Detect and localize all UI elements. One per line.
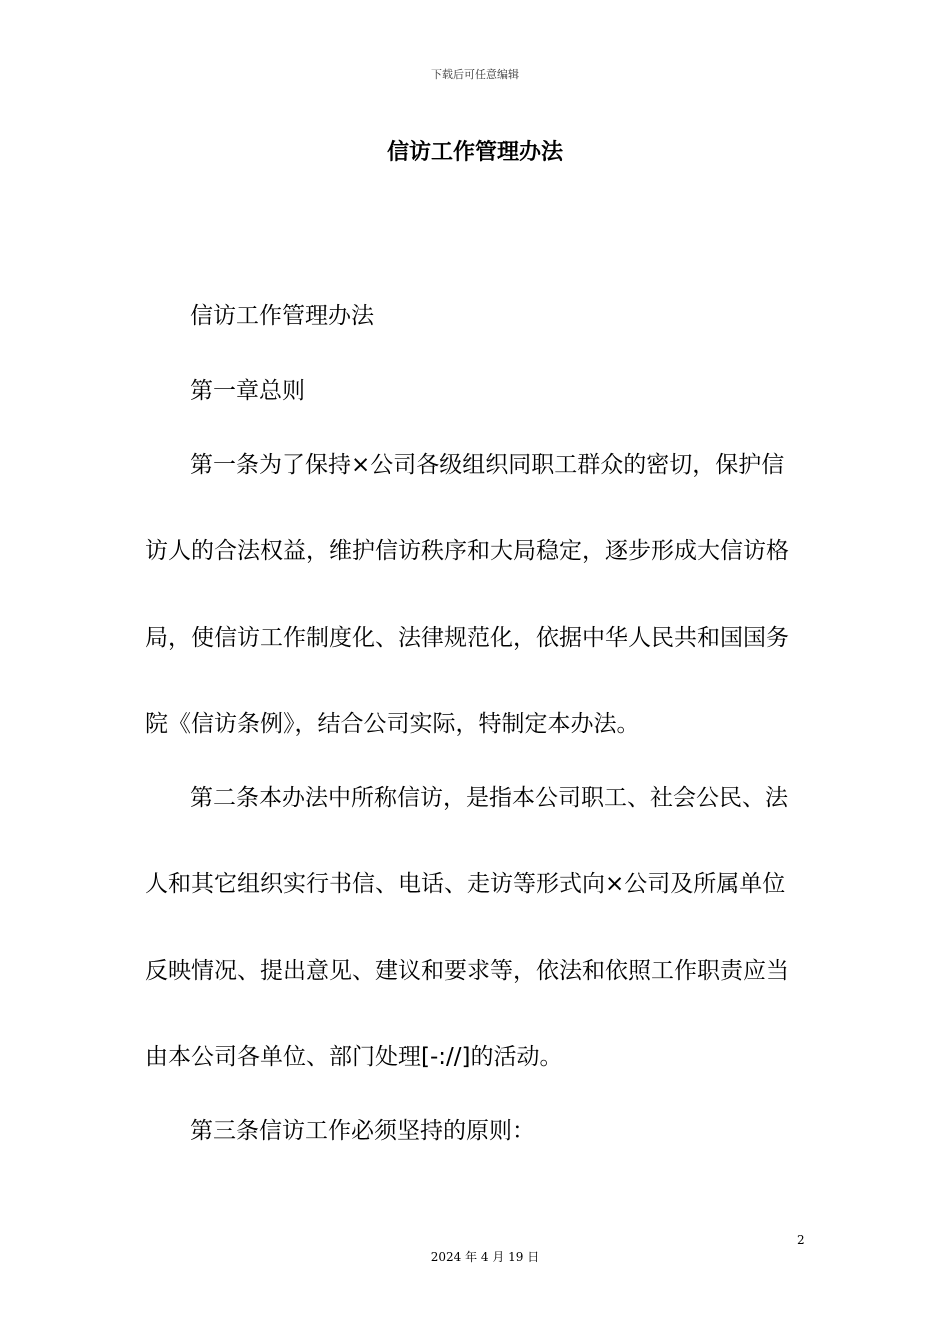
paragraph-line: 由本公司各单位、部门处理[-://]的活动。 [145, 1044, 563, 1070]
paragraph-line: 第三条信访工作必须坚持的原则： [190, 1118, 535, 1144]
paragraph-line: 反映情况、提出意见、建议和要求等，依法和依照工作职责应当 [145, 958, 789, 984]
document-title: 信访工作管理办法 [386, 140, 563, 165]
paragraph-line: 院《信访条例》，结合公司实际，特制定本办法。 [145, 711, 640, 737]
header-note: 下载后可任意编辑 [431, 68, 519, 81]
footer-date: 2024 年 4 月 19 日 [430, 1250, 540, 1264]
paragraph-line: 人和其它组织实行书信、电话、走访等形式向×公司及所属单位 [145, 871, 786, 897]
paragraph-line: 信访工作管理办法 [190, 303, 374, 329]
paragraph-line: 第二条本办法中所称信访，是指本公司职工、社会公民、法 [190, 785, 788, 811]
page-number: 2 [797, 1233, 805, 1247]
chapter-heading: 第一章总则 [190, 378, 305, 404]
paragraph-line: 访人的合法权益，维护信访秩序和大局稳定，逐步形成大信访格 [145, 538, 789, 564]
paragraph-line: 局，使信访工作制度化、法律规范化，依据中华人民共和国国务 [145, 625, 789, 651]
paragraph-line: 第一条为了保持×公司各级组织同职工群众的密切，保护信 [190, 452, 785, 478]
